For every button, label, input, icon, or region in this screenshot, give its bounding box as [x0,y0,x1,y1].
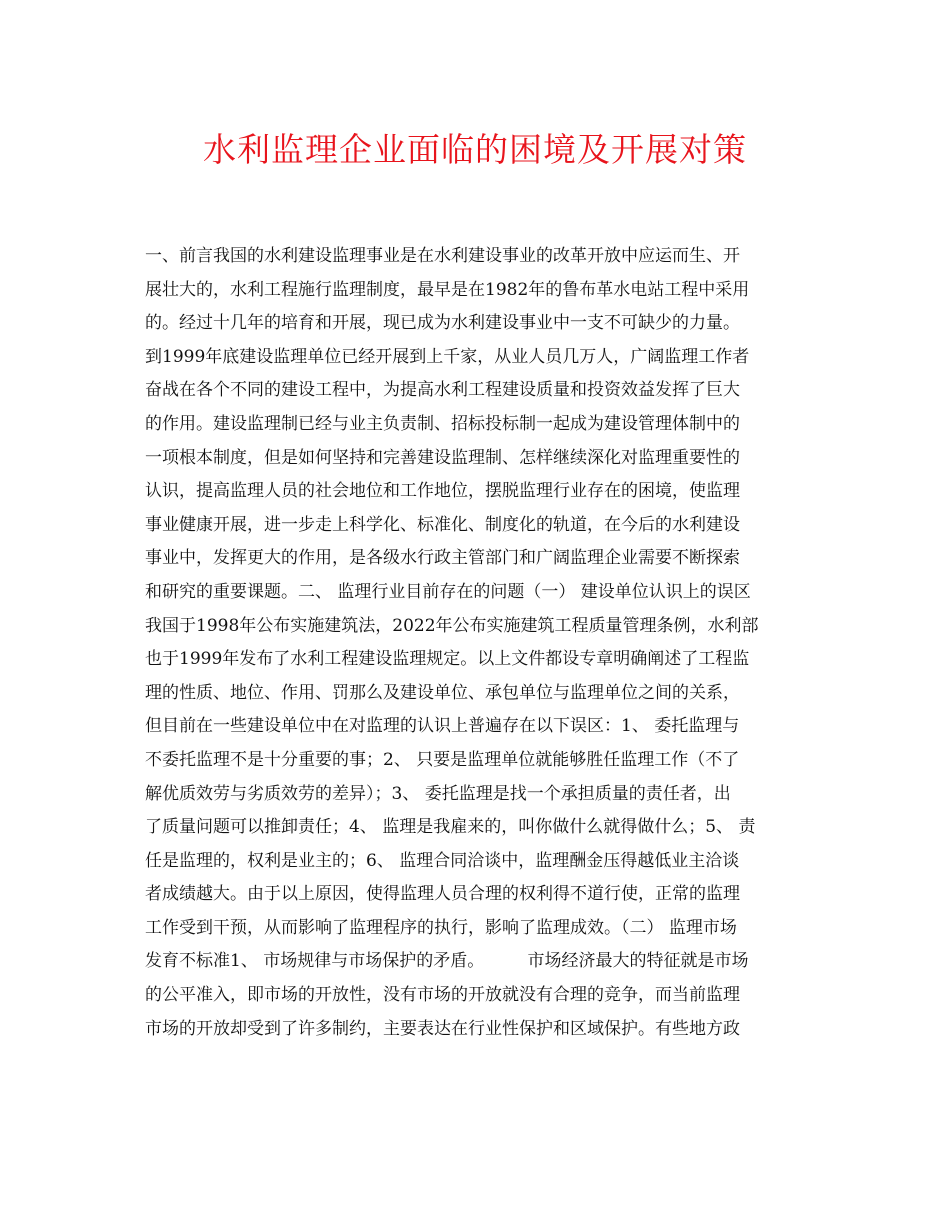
body-line: 不委托监理不是十分重要的事；2、 只要是监理单位就能够胜任监理工作（不了 [145,749,740,770]
body-line: 工作受到干预，从而影响了监理程序的执行，影响了监理成效。（二） 监理市场 [145,917,737,938]
body-line: 理的性质、地位、作用、罚那么及建设单位、承包单位与监理单位之间的关系， [145,682,740,703]
body-line: 解优质效劳与劣质效劳的差异）；3、 委托监理是找一个承担质量的责任者，出 [145,783,731,804]
body-line: 市场的开放却受到了许多制约，主要表达在行业性保护和区域保护。有些地方政 [145,1018,740,1039]
body-line: 一、前言我国的水利建设监理事业是在水利建设事业的改革开放中应运而生、开 [145,246,740,266]
body-line: 奋战在各个不同的建设工程中，为提高水利工程建设质量和投资效益发挥了巨大 [145,380,740,401]
body-line: 的公平准入，即市场的开放性，没有市场的开放就没有合理的竞争，而当前监理 [145,985,740,1006]
body-line: 展壮大的，水利工程施行监理制度，最早是在1982年的鲁布革水电站工程中采用 [145,279,750,300]
document-title: 水利监理企业面临的困境及开展对策 [203,130,747,169]
body-line: 和研究的重要课题。二、 监理行业目前存在的问题（一） 建设单位认识上的误区 [145,581,751,602]
body-line: 者成绩越大。由于以上原因，使得监理人员合理的权利得不道行使，正常的监理 [145,884,740,905]
body-line: 一项根本制度，但是如何坚持和完善建设监理制、怎样继续深化对监理重要性的 [145,447,740,468]
body-line: 我国于1998年公布实施建筑法，2022年公布实施建筑工程质量管理条例，水利部 [145,615,759,636]
body-line: 事业中，发挥更大的作用，是各级水行政主管部门和广阔监理企业需要不断探索 [145,548,740,569]
body-line: 任是监理的，权利是业主的；6、 监理合同洽谈中，监理酬金压得越低业主洽谈 [145,850,740,871]
body-line: 发育不标准1、 市场规律与市场保护的矛盾。 市场经济最大的特征就是市场 [145,951,749,972]
document-body [145,240,810,1046]
body-line: 的作用。建设监理制已经与业主负责制、招标投标制一起成为建设管理体制中的 [145,413,740,434]
body-line: 的。经过十几年的培育和开展，现已成为水利建设事业中一支不可缺少的力量。 [145,313,740,334]
body-line: 也于1999年发布了水利工程建设监理规定。以上文件都设专章明确阐述了工程监 [145,649,750,670]
body-line: 了质量问题可以推卸责任；4、 监理是我雇来的，叫你做什么就得做什么；5、 责 [145,817,756,838]
body-line: 认识，提高监理人员的社会地位和工作地位，摆脱监理行业存在的困境，使监理 [145,481,740,502]
body-line: 到1999年底建设监理单位已经开展到上千家，从业人员几万人，广阔监理工作者 [145,346,750,367]
body-line: 但目前在一些建设单位中在对监理的认识上普遍存在以下误区：1、 委托监理与 [145,716,740,737]
body-line: 事业健康开展，进一步走上科学化、标准化、制度化的轨道，在今后的水利建设 [145,514,740,535]
